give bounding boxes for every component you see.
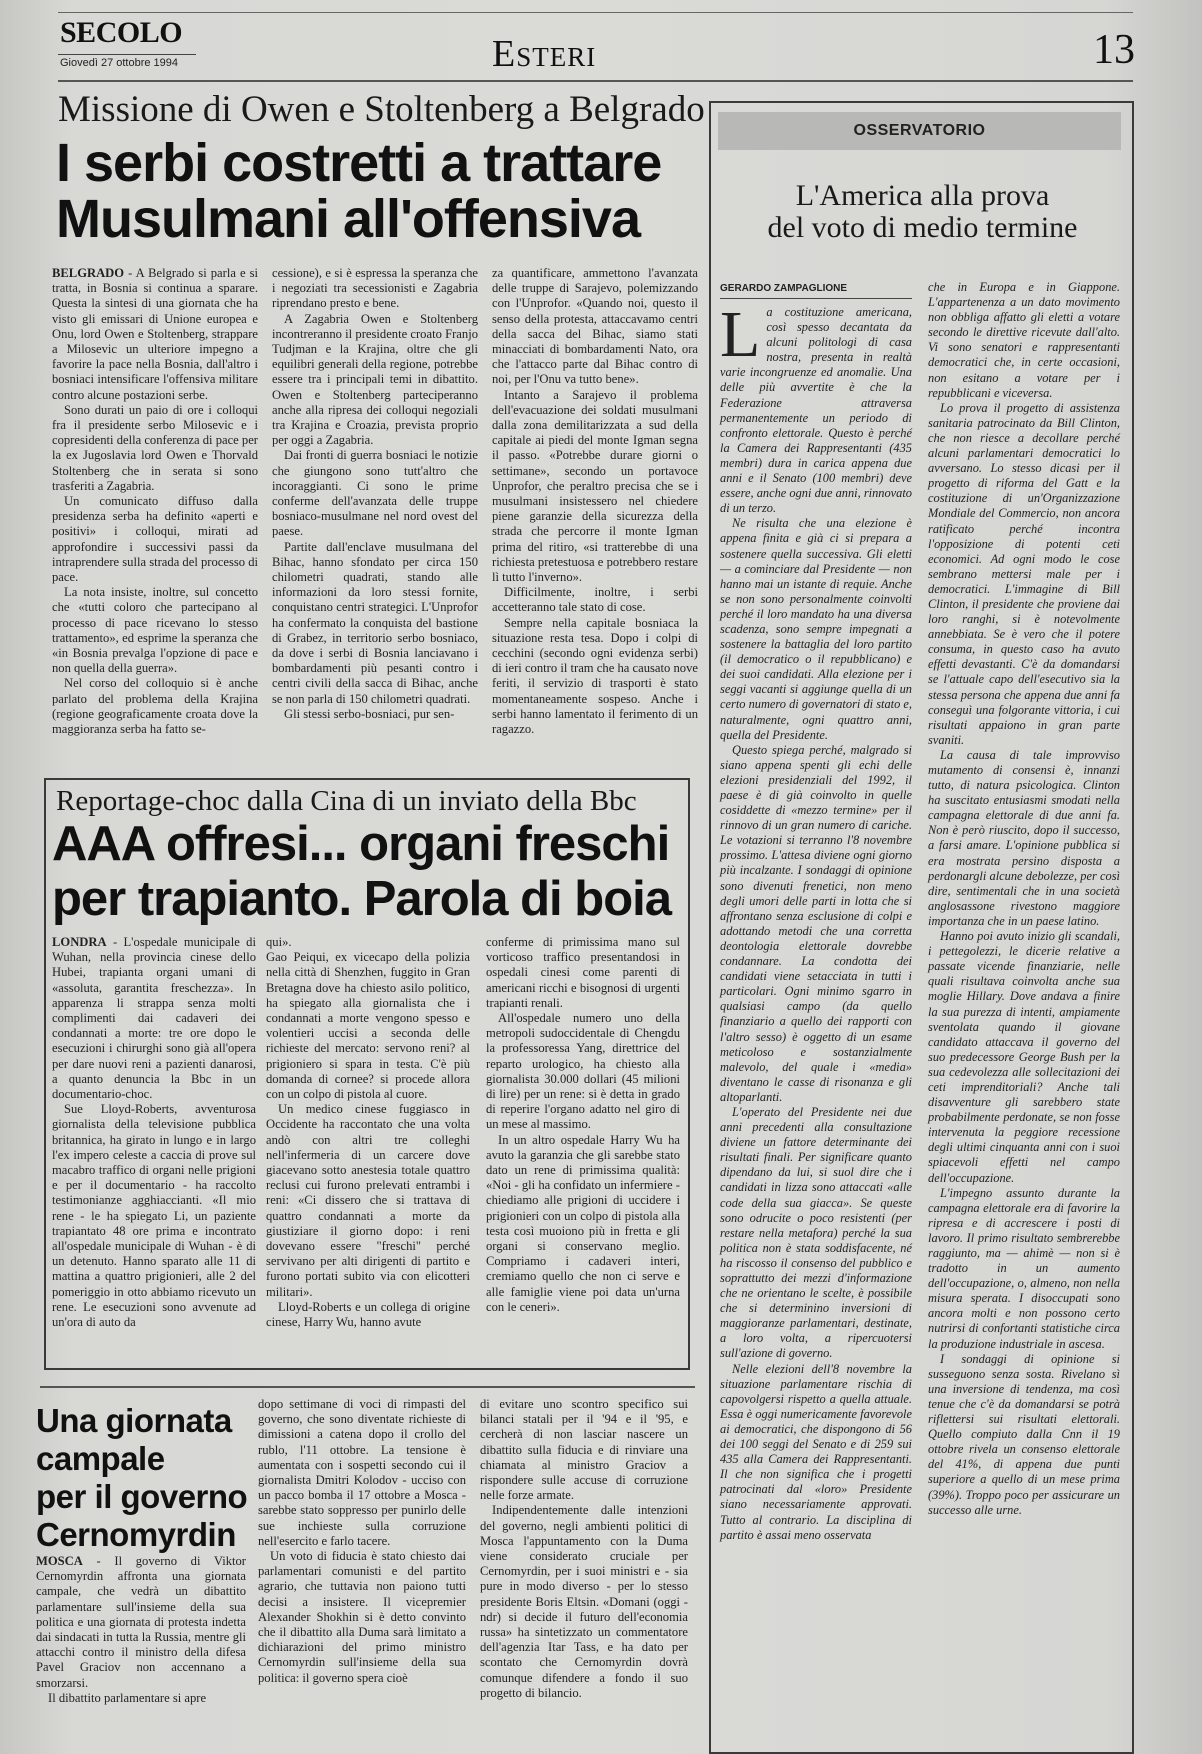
newspaper-logo: SECOLO [60,16,183,49]
bbc-headline-2: per trapianto. Parola di boia [52,872,672,926]
bbc-column-2: qui». Gao Peiqui, ex vicecapo della polizia nella città di Shenzhen, fuggito in Gran Bretagna dove ha chiesto asilo politico, ha spiegato alla giornalista che i condannati a morte vengono spesso e volentieri uccisi a seconda delle richieste del mercato: servono reni? al prigioniero si spara in testa. C'è più domanda di cornee? si procede allora con un colpo di pistola al cuore. Un medico cinese fuggiasco in Occidente ha raccontato che una volta andò con altri tre colleghi nell'infermeria di un carcere dove giacevano sotto anestesia totale quattro reclusi cui furono prelevati entrambi i reni: «Ci dissero che si trattava di quattro condannati a morte da giustiziare il giorno dopo: i reni dovevano essere "freschi" perché servivano per alti dirigenti di partito e furono portati subito via con elicotteri militari». Lloyd-Roberts e un collega di origine cinese, Harry Wu, hanno avute [266,935,470,1330]
osservatorio-title: L'America alla prova del voto di medio termine [767,179,1078,244]
mosca-column-2: dopo settimane di voci di rimpasti del governo, che sono diventate richieste di dimissioni a catena dopo il crollo del rublo, l'11 ottobre. La tensione è aumentata con i sospetti secondo cui il giornalista Dmitri Kolodov - ucciso con un pacco bomba il 17 ottobre a Mosca - sarebbe stato soppresso per punirlo delle sue inchieste sulla corruzione nell'esercito e farlo tacere. Un voto di fiducia è stato chiesto dai parlamentari comunisti e del partito agrario, che tuttavia non paiono tutti decisi a insistere. Il vicepremier Alexander Shokhin si è detto convinto che il dibattito alla Duma sarà limitato a dichiarazioni del primo ministro Cernomyrdin sull'insieme della sua politica: il governo spera cioè [258,1397,466,1685]
mosca-column-3: di evitare uno scontro specifico sui bilanci statali per il '94 e il '95, e cercherà di non lasciar nascere un dibattito sulla fiducia e di rinviare una chiamata al ministro Graciov a rispondere sulle accuse di corruzione nelle forze armate. Indipendentemente dalle intenzioni del governo, negli ambienti politici di Mosca l'appuntamento con la Duma viene considerato cruciale per Cernomyrdin, per i suoi ministri e - sia pure in modo diverso - per lo stesso presidente Boris Eltsin. «Domani (oggi - ndr) si decide il futuro dell'economia russa» ha sintetizzato un commentatore dell'agenzia Itar Tass, e ha dato per scontato che Cernomyrdin dovrà comunque difendere a fondo il suo progetto di bilancio. [480,1397,688,1700]
logo-underline [58,54,196,55]
bbc-headline-1: AAA offresi... organi freschi [52,817,670,871]
mosca-top-rule [40,1386,695,1388]
belgrado-column-1: BELGRADO - A Belgrado si parla e si tratta, in Bosnia si continua a sparare. Questa la sintesi di una giornata che ha visto gli emissari di Unione europea e Onu, lord Owen e Stoltenberg, strappare a Milosevic un ulteriore impegno a favorire la pace nella Bosnia, dall'altro i bosniaci intensificare l'offensiva militare contro alcune postazioni serbe. Sono durati un paio di ore i colloqui fra il presidente serbo Milosevic e i copresidenti della conferenza di pace per la ex Jugoslavia lord Owen e Thorvald Stoltenberg che in serata si sono trasferiti a Zagabria. Un comunicato diffuso dalla presidenza serba ha definito «aperti e positivi» i colloqui, mirati ad approfondire i successivi passi da intraprendere sulla strada del processo di pace. La nota insiste, inoltre, sul concetto che «tutti coloro che partecipano al processo di pace ricevano lo stesso trattamento», ed esprime la speranza che «in Bosnia prevalga l'opzione di pace e non quella della guerra». Nel corso del colloquio si è anche parlato del problema della Krajina (regione geograficamente croata dove la maggioranza serba ha fatto se- [52,266,258,737]
page-number: 13 [1093,27,1135,73]
section-title: Esteri [492,33,597,75]
belgrado-headline-2: Musulmani all'offensiva [56,189,640,249]
mosca-dateline: MOSCA [36,1554,83,1568]
bbc-kicker: Reportage-choc dalla Cina di un inviato della Bbc [56,785,637,817]
bbc-column-1: LONDRA - L'ospedale municipale di Wuhan, nella provincia cinese dello Hubei, trapianta organi umani di «assoluta, garantita freschezza». In apparenza li strappa senza molti complimenti dai cadaveri dei condannati a morte: tre ore dopo le esecuzioni i chirurghi sono già all'opera per dare nuovi reni a pazienti danarosi, a quanto denuncia la Bbc in un documentario-choc. Sue Lloyd-Roberts, avventurosa giornalista della televisione pubblica britannica, ha girato in lungo e in largo l'ex impero celeste a caccia di prove sul macabro traffico di organi nelle prigioni e per il documentario - ha raccolto testimonianze agghiaccianti. «Il mio rene - le ha spiegato Li, un paziente trapiantato 48 ore prima e incontrato all'ospedale municipale di Wuhan - è di un detenuto. Hanno sparato alle 11 di mattina a quattro prigionieri, alle 2 del pomeriggio in otto abbiamo ricevuto un rene. Le esecuzioni sono avvenute ad un'ora di auto da [52,935,256,1330]
mosca-column-1: MOSCA - Il governo di Viktor Cernomyrdin affronta una giornata campale, che vedrà un dibattito parlamentare sull'insieme della sua politica e una giornata di protesta indetta dai sindacati in tutta la Russia, mentre gli attacchi contro il ministro della difesa Pavel Graciov non accennano a smorzarsi. Il dibattito parlamentare si apre [36,1554,246,1705]
bbc-dateline: LONDRA [52,935,107,949]
osservatorio-column-1: La costituzione americana, così spesso decantata da alcuni politologi di casa nostra, presenta in realtà varie incongruenze ed anomalie. Una delle più avvertite è che la Federazione attraversa permanentemente un periodo di confronto elettorale. Questo è perché la Camera dei Rappresentanti (435 membri) dura in carica appena due anni e il Senato (100 membri) deve essere, anche ogni due anni, rinnovato di un terzo. Ne risulta che una elezione è appena finita e già ci si prepara a sostenere quella successiva. Gli eletti — a cominciare dal Presidente — non hanno mai un istante di requie. Anche se non sono personalmente coinvolti perché il loro mandato ha una diversa scadenza, sono sempre impegnati a sostenere la battaglia del loro partito (il democratico o il repubblicano) e dei suoi candidati. Alla elezione per i seggi vacanti si aggiunge quella di un certo numero di governatori di stato e, naturalmente, ogni quattro anni, quella del Presidente. Questo spiega perché, malgrado si siano appena spenti gli echi delle elezioni presidenziali del 1992, il paese è di già coinvolto in quelle cosiddette di «mezzo termine» per il rinnovo di un gran numero di cariche. Le votazioni si terranno l'8 novembre prossimo. L'attesa diviene ogni giorno più incalzante. I sondaggi di opinione sono divenuti frenetici, non meno degli umori delle parti in lotta che si affrontano senza esclusione di colpi e adottando metodi che una corretta deontologia elettorale dovrebbe condannare. La condotta dei candidati viene setacciata in tutti i particolari. Ogni minimo sgarro in qualsiasi campo (da quello finanziario a quello dei rapporti con l'altro sesso) è oggetto di un esame meticoloso e sostanzialmente malevolo, del quale i «media» diventano le casse di risonanza e gli altoparlanti. L'operato del Presidente nei due anni precedenti alla consultazione diviene un fattore determinante dei risultati finali. Per significare quanto dipendano da lui, si suol dire che i candidati in lizza sono attaccati «alle code della sua giacca». Se queste sono odrucite o poco resistenti (per restare nella metafora) perché la sua politica non è stata soddisfacente, né ha riscosso il consenso del pubblico e soprattutto dei mezzi d'informazione che ne orientano le scelte, è possibile che si determinino inversioni di maggioranze parlamentari, destinate, a loro volta, a ripercuotersi sull'azione di governo. Nelle elezioni dell'8 novembre la situazione parlamentare rischia di capovolgersi rispetto a quella attuale. Essa è oggi numericamente favorevole ai democratici, che dispongono di 56 dei 100 seggi del Senato e di 259 sui 435 alla Camera dei Rappresentanti. Il che non significa che i progetti patrocinati dal «loro» Presidente siano necessariamente approvati. Tutto al contrario. La disciplina di partito è assai meno osservata [720,298,912,1542]
issue-date: Giovedì 27 ottobre 1994 [60,57,179,69]
osservatorio-rubric: OSSERVATORIO [718,112,1121,150]
belgrado-dateline: BELGRADO [52,266,125,280]
masthead-rule [58,80,1133,82]
top-rule [58,12,1133,13]
belgrado-column-3: za quantificare, ammettono l'avanzata delle truppe di Sarajevo, polemizzando con l'Unprofor. «Quando noi, questo il senso della protesta, attaccavamo centri della sacca del Bihac, siamo stati minacciati di bombardamenti Nato, ora che l'attacco parte dal Bihac contro di noi, per l'Onu va tutto bene». Intanto a Sarajevo il problema dell'evacuazione dei soldati musulmani dalla zona demilitarizzata a sud della capitale ai piedi del monte Igman segna il passo. «Potrebbe durare giorni o settimane», secondo un portavoce Unprofor, che peraltro precisa che se i musulmani insistessero nel chiedere piene garanzie della sicurezza della strada che percorre il monte Igman prima del ritiro, «si tratterebbe di una richiesta pretestuosa e potrebbero restare lì tutto l'inverno». Difficilmente, inoltre, i serbi accetteranno tale stato di cose. Sempre nella capitale bosniaca la situazione resta tesa. Dopo i colpi di cecchini (secondo ogni evidenza serbi) di ieri contro il tram che ha causato nove feriti, il servizio di trasporti è stato momentaneamente sospeso. Anche i serbi hanno lamentato il ferimento di un ragazzo. [492,266,698,737]
mosca-headline: Una giornata campale per il governo Cernomyrdin [36,1402,248,1553]
osservatorio-column-2: che in Europa e in Giappone. L'appartenenza a un dato movimento non obbliga affatto gli eletti a votare secondo le direttive ricevute dall'alto. Vi sono senatori e rappresentanti democratici che, in certe occasioni, non esitano a votare per i repubblicani e viceversa. Lo prova il progetto di assistenza sanitaria patrocinato da Bill Clinton, che non riesce a decollare perché alcuni parlamentari democratici lo avversano. Lo stesso dicasi per il progetto di riforma del Gatt e la costituzione di un'Organizzazione Mondiale del Commercio, non ancora ratificato perché incontra l'opposizione di potenti ceti economici. Ad ogni modo le cose sembrano mettersi male per i democratici. L'immagine di Bill Clinton, il presidente che proviene dai loro ranghi, si è notevolmente annebbiata. Se è vero che il potere consuma, in questo caso ha avuto effetti devastanti. C'è da domandarsi se l'attuale capo dell'esecutivo sia la stessa persona che appena due anni fa conseguì una folgorante vittoria, i cui risultati appaiono in gran parte svaniti. La causa di tale improvviso mutamento di consensi è, innanzi tutto, di natura psicologica. Clinton ha suscitato entusiasmi smodati nella campagna elettorale di due anni fa. Non è però riuscito, dopo il successo, a farsi amare. L'opinione pubblica si era mostrata persino disposta a perdonargli alcune debolezze, per così dire, sentimentali che in una società anglosassone rivestono maggiore importanza che in un paese latino. Hanno poi avuto inizio gli scandali, i pettegolezzi, le dicerie relative a passate vicende finanziarie, nelle quali risultava coinvolta anche sua moglie Hillary. Dove andava a finire la sua purezza di intenti, ampiamente sventolata quando il giovane candidato attaccava il governo del suo predecessore George Bush per la sua cedevolezza alle sollecitazioni dei ceti imprenditoriali? Anche tali disavventure gli sarebbero state probabilmente perdonate, se non fosse intervenuta la peggiore recessione degli ultimi cinquanta anni con i suoi spiacevoli effetti nel campo dell'occupazione. L'impegno assunto durante la campagna elettorale era di favorire la ripresa e di accrescere i posti di lavoro. Il primo risultato sembrerebbe raggiunto, ma — ahimè — non si è tradotto in un aumento dell'occupazione, o, almeno, non nella misura sperata. I disoccupati sono ancora molti e non possono certo nutrirsi di confortanti statistiche circa la produzione industriale in ascesa. I sondaggi di opinione si susseguono senza sosta. Rivelano sì una inversione di tendenza, ma così tenue che c'è da domandarsi se potrà riflettersi sui risultati elettorali. Quello compiuto dalla Cnn il 19 ottobre rivela un consenso elettorale del 41%, di appena due punti superiore a quello di un mese prima (39%). Troppo poco per assicurare un successo alle urne. [928,280,1120,1517]
belgrado-kicker: Missione di Owen e Stoltenberg a Belgrado [58,89,705,130]
author-byline: GERARDO ZAMPAGLIONE [720,283,912,299]
belgrado-headline-1: I serbi costretti a trattare [56,133,662,193]
belgrado-column-2: cessione), e si è espressa la speranza che i negoziati tra secessionisti e Zagabria riprendano presto e bene. A Zagabria Owen e Stoltenberg incontreranno il presidente croato Franjo Tudjman e la Krajina, oltre che gli equilibri generali della regione, potrebbe essere tra i principali temi in dibattito. Owen e Stoltenberg parteciperanno anche alla ripresa dei colloqui negoziali tra Krajina e Croazia, prevista proprio per oggi a Zagabria. Dai fronti di guerra bosniaci le notizie che giungono sono tutt'altro che incoraggianti. Ci sono le prime conferme dell'avanzata delle truppe bosniaco-musulmane nel nord ovest del paese. Partite dall'enclave musulmana del Bihac, hanno sfondato per circa 150 chilometri quadrati, stando alle informazioni da loro stessi fornite, conquistano centri strategici. L'Unprofor ha confermato la conquista del bastione di Grabez, in territorio serbo bosniaco, da dove i serbi di Bosnia lanciavano i bombardamenti più pesanti contro i centri civili della sacca di Bihac, anche se non parla di 150 chilometri quadrati. Gli stessi serbo-bosniaci, pur sen- [272,266,478,721]
dropcap-letter: L [720,298,761,371]
bbc-column-3: conferme di primissima mano sul vorticoso traffico presentandosi in ospedali cinesi come parenti di americani ricchi e bisognosi di urgenti trapianti renali. All'ospedale numero uno della metropoli sudoccidentale di Chengdu la professoressa Yang, direttrice del reparto urologico, ha chiesto alla giornalista 30.000 dollari (45 milioni di lire) per un rene: si è detta in grado di reperire l'organo adatto nel giro di un mese al massimo. In un altro ospedale Harry Wu ha avuto la garanzia che gli sarebbe stato dato un rene di primissima qualità: «Noi - gli ha confidato un infermiere - chiediamo alle prigioni di uccidere i prigionieri con un colpo di pistola alla testa così muoiono più in fretta e gli organi si conservano meglio. Compriamo i cadaveri interi, cremiamo quello che non ci serve e alle famiglie viene poi data un'urna con le ceneri». [486,935,680,1314]
